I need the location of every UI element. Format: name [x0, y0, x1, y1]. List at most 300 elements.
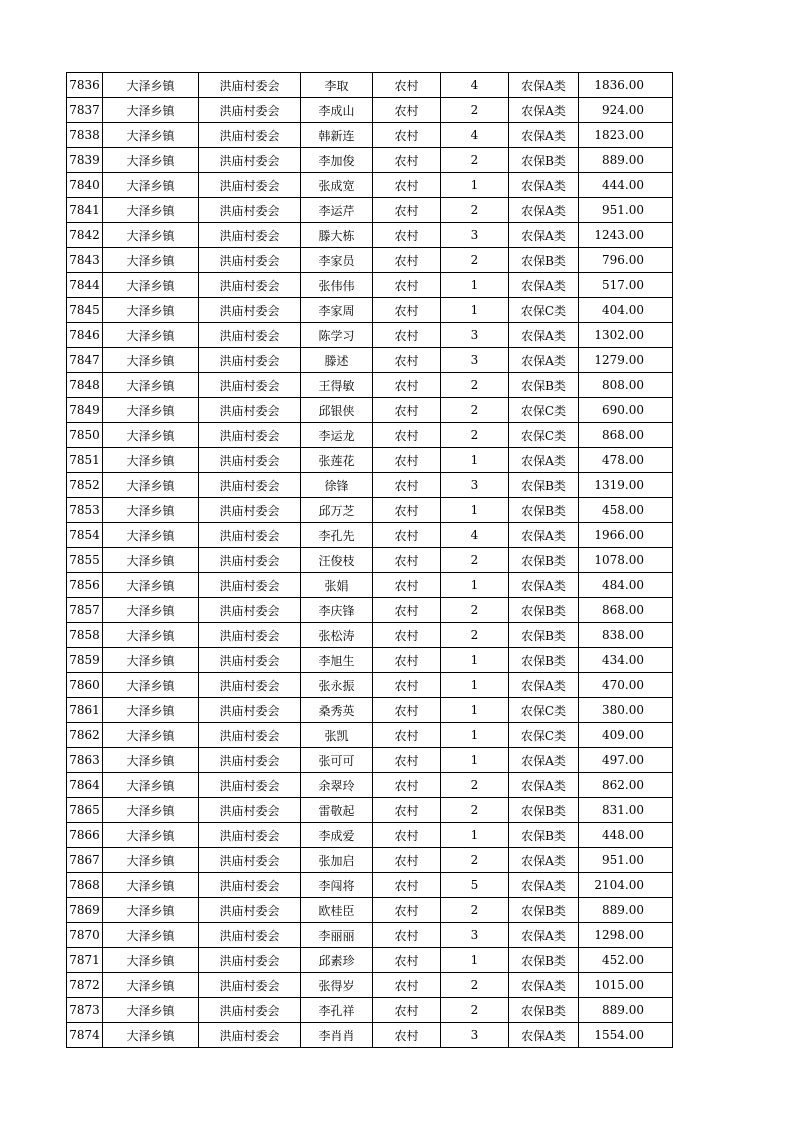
amount-cell: 497.00	[579, 748, 673, 773]
table-row	[67, 348, 673, 373]
table-row	[67, 448, 673, 473]
table-row	[67, 623, 673, 648]
village-committee-cell: 洪庙村委会	[199, 573, 301, 598]
amount-cell: 1078.00	[579, 548, 673, 573]
row-id-cell: 7842	[67, 223, 103, 248]
row-id-cell: 7864	[67, 773, 103, 798]
amount-cell: 690.00	[579, 398, 673, 423]
town-cell: 大泽乡镇	[103, 948, 199, 973]
table-row	[67, 773, 673, 798]
village-committee-cell: 洪庙村委会	[199, 123, 301, 148]
household-count-cell: 1	[441, 948, 509, 973]
household-count-cell: 1	[441, 498, 509, 523]
person-name-cell: 张松涛	[301, 623, 373, 648]
area-type-cell: 农村	[373, 898, 441, 923]
village-committee-cell: 洪庙村委会	[199, 223, 301, 248]
household-count-cell: 2	[441, 998, 509, 1023]
household-count-cell: 2	[441, 548, 509, 573]
row-id-cell: 7847	[67, 348, 103, 373]
person-name-cell: 汪俊枝	[301, 548, 373, 573]
area-type-cell: 农村	[373, 998, 441, 1023]
area-type-cell: 农村	[373, 798, 441, 823]
amount-cell: 862.00	[579, 773, 673, 798]
amount-cell: 889.00	[579, 898, 673, 923]
person-name-cell: 李孔先	[301, 523, 373, 548]
village-committee-cell: 洪庙村委会	[199, 73, 301, 98]
data-table	[66, 72, 673, 1048]
area-type-cell: 农村	[373, 173, 441, 198]
village-committee-cell: 洪庙村委会	[199, 873, 301, 898]
person-name-cell: 李运芹	[301, 198, 373, 223]
row-id-cell: 7874	[67, 1023, 103, 1048]
area-type-cell: 农村	[373, 323, 441, 348]
village-committee-cell: 洪庙村委会	[199, 648, 301, 673]
person-name-cell: 张伟伟	[301, 273, 373, 298]
town-cell: 大泽乡镇	[103, 598, 199, 623]
household-count-cell: 1	[441, 573, 509, 598]
table-row	[67, 98, 673, 123]
insurance-category-cell: 农保A类	[509, 273, 579, 298]
household-count-cell: 3	[441, 1023, 509, 1048]
row-id-cell: 7850	[67, 423, 103, 448]
village-committee-cell: 洪庙村委会	[199, 973, 301, 998]
amount-cell: 470.00	[579, 673, 673, 698]
village-committee-cell: 洪庙村委会	[199, 198, 301, 223]
village-committee-cell: 洪庙村委会	[199, 623, 301, 648]
insurance-category-cell: 农保B类	[509, 248, 579, 273]
person-name-cell: 李家员	[301, 248, 373, 273]
area-type-cell: 农村	[373, 973, 441, 998]
table-row	[67, 1023, 673, 1048]
insurance-category-cell: 农保B类	[509, 148, 579, 173]
row-id-cell: 7865	[67, 798, 103, 823]
area-type-cell: 农村	[373, 473, 441, 498]
town-cell: 大泽乡镇	[103, 873, 199, 898]
amount-cell: 951.00	[579, 198, 673, 223]
village-committee-cell: 洪庙村委会	[199, 423, 301, 448]
village-committee-cell: 洪庙村委会	[199, 398, 301, 423]
insurance-category-cell: 农保B类	[509, 598, 579, 623]
row-id-cell: 7854	[67, 523, 103, 548]
town-cell: 大泽乡镇	[103, 248, 199, 273]
amount-cell: 951.00	[579, 848, 673, 873]
person-name-cell: 邱万芝	[301, 498, 373, 523]
insurance-category-cell: 农保C类	[509, 398, 579, 423]
household-count-cell: 3	[441, 473, 509, 498]
row-id-cell: 7852	[67, 473, 103, 498]
amount-cell: 458.00	[579, 498, 673, 523]
row-id-cell: 7840	[67, 173, 103, 198]
table-row	[67, 173, 673, 198]
person-name-cell: 李家周	[301, 298, 373, 323]
village-committee-cell: 洪庙村委会	[199, 298, 301, 323]
table-row	[67, 948, 673, 973]
household-count-cell: 1	[441, 823, 509, 848]
row-id-cell: 7845	[67, 298, 103, 323]
household-count-cell: 3	[441, 323, 509, 348]
area-type-cell: 农村	[373, 448, 441, 473]
town-cell: 大泽乡镇	[103, 823, 199, 848]
area-type-cell: 农村	[373, 698, 441, 723]
household-count-cell: 2	[441, 973, 509, 998]
amount-cell: 1243.00	[579, 223, 673, 248]
village-committee-cell: 洪庙村委会	[199, 998, 301, 1023]
town-cell: 大泽乡镇	[103, 723, 199, 748]
household-count-cell: 1	[441, 723, 509, 748]
town-cell: 大泽乡镇	[103, 148, 199, 173]
area-type-cell: 农村	[373, 273, 441, 298]
row-id-cell: 7843	[67, 248, 103, 273]
town-cell: 大泽乡镇	[103, 923, 199, 948]
amount-cell: 1554.00	[579, 1023, 673, 1048]
row-id-cell: 7872	[67, 973, 103, 998]
household-count-cell: 1	[441, 173, 509, 198]
table-row	[67, 798, 673, 823]
town-cell: 大泽乡镇	[103, 623, 199, 648]
village-committee-cell: 洪庙村委会	[199, 823, 301, 848]
village-committee-cell: 洪庙村委会	[199, 173, 301, 198]
household-count-cell: 1	[441, 698, 509, 723]
town-cell: 大泽乡镇	[103, 673, 199, 698]
insurance-category-cell: 农保A类	[509, 848, 579, 873]
area-type-cell: 农村	[373, 623, 441, 648]
person-name-cell: 李成山	[301, 98, 373, 123]
person-name-cell: 王得敏	[301, 373, 373, 398]
row-id-cell: 7853	[67, 498, 103, 523]
table-row	[67, 198, 673, 223]
area-type-cell: 农村	[373, 523, 441, 548]
insurance-category-cell: 农保B类	[509, 823, 579, 848]
row-id-cell: 7846	[67, 323, 103, 348]
table-row	[67, 723, 673, 748]
household-count-cell: 3	[441, 923, 509, 948]
person-name-cell: 余翠玲	[301, 773, 373, 798]
table-row	[67, 73, 673, 98]
table-row	[67, 548, 673, 573]
village-committee-cell: 洪庙村委会	[199, 798, 301, 823]
amount-cell: 889.00	[579, 998, 673, 1023]
table-row	[67, 523, 673, 548]
amount-cell: 889.00	[579, 148, 673, 173]
row-id-cell: 7849	[67, 398, 103, 423]
household-count-cell: 2	[441, 98, 509, 123]
town-cell: 大泽乡镇	[103, 473, 199, 498]
household-count-cell: 1	[441, 298, 509, 323]
table-row	[67, 273, 673, 298]
village-committee-cell: 洪庙村委会	[199, 373, 301, 398]
insurance-category-cell: 农保A类	[509, 973, 579, 998]
household-count-cell: 1	[441, 448, 509, 473]
town-cell: 大泽乡镇	[103, 398, 199, 423]
person-name-cell: 张莲花	[301, 448, 373, 473]
town-cell: 大泽乡镇	[103, 648, 199, 673]
town-cell: 大泽乡镇	[103, 548, 199, 573]
town-cell: 大泽乡镇	[103, 198, 199, 223]
village-committee-cell: 洪庙村委会	[199, 448, 301, 473]
row-id-cell: 7866	[67, 823, 103, 848]
row-id-cell: 7869	[67, 898, 103, 923]
village-committee-cell: 洪庙村委会	[199, 273, 301, 298]
town-cell: 大泽乡镇	[103, 323, 199, 348]
insurance-category-cell: 农保C类	[509, 423, 579, 448]
insurance-category-cell: 农保A类	[509, 523, 579, 548]
household-count-cell: 4	[441, 73, 509, 98]
insurance-category-cell: 农保A类	[509, 1023, 579, 1048]
amount-cell: 796.00	[579, 248, 673, 273]
household-count-cell: 2	[441, 423, 509, 448]
village-committee-cell: 洪庙村委会	[199, 773, 301, 798]
household-count-cell: 3	[441, 348, 509, 373]
person-name-cell: 徐锋	[301, 473, 373, 498]
amount-cell: 1966.00	[579, 523, 673, 548]
household-count-cell: 4	[441, 123, 509, 148]
row-id-cell: 7857	[67, 598, 103, 623]
town-cell: 大泽乡镇	[103, 898, 199, 923]
household-count-cell: 5	[441, 873, 509, 898]
town-cell: 大泽乡镇	[103, 423, 199, 448]
person-name-cell: 张加启	[301, 848, 373, 873]
table-row	[67, 923, 673, 948]
insurance-category-cell: 农保A类	[509, 873, 579, 898]
insurance-category-cell: 农保A类	[509, 98, 579, 123]
row-id-cell: 7841	[67, 198, 103, 223]
area-type-cell: 农村	[373, 73, 441, 98]
village-committee-cell: 洪庙村委会	[199, 923, 301, 948]
area-type-cell: 农村	[373, 748, 441, 773]
village-committee-cell: 洪庙村委会	[199, 348, 301, 373]
insurance-category-cell: 农保C类	[509, 698, 579, 723]
person-name-cell: 滕大栋	[301, 223, 373, 248]
area-type-cell: 农村	[373, 873, 441, 898]
person-name-cell: 张永振	[301, 673, 373, 698]
table-row	[67, 423, 673, 448]
person-name-cell: 李旭生	[301, 648, 373, 673]
table-row	[67, 698, 673, 723]
insurance-category-cell: 农保A类	[509, 773, 579, 798]
row-id-cell: 7836	[67, 73, 103, 98]
insurance-category-cell: 农保C类	[509, 298, 579, 323]
household-count-cell: 2	[441, 198, 509, 223]
area-type-cell: 农村	[373, 423, 441, 448]
area-type-cell: 农村	[373, 198, 441, 223]
village-committee-cell: 洪庙村委会	[199, 523, 301, 548]
village-committee-cell: 洪庙村委会	[199, 948, 301, 973]
person-name-cell: 张得岁	[301, 973, 373, 998]
village-committee-cell: 洪庙村委会	[199, 848, 301, 873]
area-type-cell: 农村	[373, 723, 441, 748]
person-name-cell: 李闯将	[301, 873, 373, 898]
area-type-cell: 农村	[373, 573, 441, 598]
table-row	[67, 498, 673, 523]
town-cell: 大泽乡镇	[103, 273, 199, 298]
insurance-category-cell: 农保B类	[509, 373, 579, 398]
row-id-cell: 7862	[67, 723, 103, 748]
household-count-cell: 4	[441, 523, 509, 548]
village-committee-cell: 洪庙村委会	[199, 148, 301, 173]
village-committee-cell: 洪庙村委会	[199, 1023, 301, 1048]
town-cell: 大泽乡镇	[103, 498, 199, 523]
table-row	[67, 148, 673, 173]
area-type-cell: 农村	[373, 223, 441, 248]
area-type-cell: 农村	[373, 498, 441, 523]
town-cell: 大泽乡镇	[103, 173, 199, 198]
amount-cell: 831.00	[579, 798, 673, 823]
person-name-cell: 张娟	[301, 573, 373, 598]
household-count-cell: 2	[441, 248, 509, 273]
amount-cell: 868.00	[579, 598, 673, 623]
table-row	[67, 998, 673, 1023]
household-count-cell: 1	[441, 673, 509, 698]
household-count-cell: 1	[441, 748, 509, 773]
row-id-cell: 7851	[67, 448, 103, 473]
amount-cell: 409.00	[579, 723, 673, 748]
row-id-cell: 7839	[67, 148, 103, 173]
household-count-cell: 2	[441, 398, 509, 423]
row-id-cell: 7861	[67, 698, 103, 723]
household-count-cell: 2	[441, 898, 509, 923]
insurance-category-cell: 农保B类	[509, 948, 579, 973]
town-cell: 大泽乡镇	[103, 98, 199, 123]
town-cell: 大泽乡镇	[103, 973, 199, 998]
person-name-cell: 李成爱	[301, 823, 373, 848]
insurance-category-cell: 农保A类	[509, 323, 579, 348]
person-name-cell: 雷敬起	[301, 798, 373, 823]
area-type-cell: 农村	[373, 598, 441, 623]
amount-cell: 838.00	[579, 623, 673, 648]
town-cell: 大泽乡镇	[103, 798, 199, 823]
table-row	[67, 648, 673, 673]
household-count-cell: 2	[441, 373, 509, 398]
table-row	[67, 223, 673, 248]
person-name-cell: 韩新连	[301, 123, 373, 148]
amount-cell: 484.00	[579, 573, 673, 598]
table-row	[67, 873, 673, 898]
household-count-cell: 3	[441, 223, 509, 248]
row-id-cell: 7871	[67, 948, 103, 973]
area-type-cell: 农村	[373, 773, 441, 798]
town-cell: 大泽乡镇	[103, 123, 199, 148]
row-id-cell: 7868	[67, 873, 103, 898]
table-row	[67, 298, 673, 323]
amount-cell: 452.00	[579, 948, 673, 973]
village-committee-cell: 洪庙村委会	[199, 598, 301, 623]
area-type-cell: 农村	[373, 298, 441, 323]
table-row	[67, 573, 673, 598]
town-cell: 大泽乡镇	[103, 373, 199, 398]
amount-cell: 404.00	[579, 298, 673, 323]
amount-cell: 380.00	[579, 698, 673, 723]
row-id-cell: 7870	[67, 923, 103, 948]
household-count-cell: 2	[441, 773, 509, 798]
insurance-category-cell: 农保A类	[509, 673, 579, 698]
amount-cell: 1298.00	[579, 923, 673, 948]
insurance-category-cell: 农保A类	[509, 448, 579, 473]
amount-cell: 448.00	[579, 823, 673, 848]
area-type-cell: 农村	[373, 923, 441, 948]
insurance-category-cell: 农保A类	[509, 73, 579, 98]
person-name-cell: 邱素珍	[301, 948, 373, 973]
village-committee-cell: 洪庙村委会	[199, 248, 301, 273]
table-row	[67, 973, 673, 998]
household-count-cell: 1	[441, 273, 509, 298]
table-row	[67, 673, 673, 698]
insurance-category-cell: 农保B类	[509, 648, 579, 673]
area-type-cell: 农村	[373, 148, 441, 173]
amount-cell: 1302.00	[579, 323, 673, 348]
person-name-cell: 欧桂臣	[301, 898, 373, 923]
table-row	[67, 373, 673, 398]
village-committee-cell: 洪庙村委会	[199, 748, 301, 773]
amount-cell: 517.00	[579, 273, 673, 298]
household-count-cell: 2	[441, 798, 509, 823]
row-id-cell: 7867	[67, 848, 103, 873]
insurance-category-cell: 农保A类	[509, 123, 579, 148]
town-cell: 大泽乡镇	[103, 698, 199, 723]
area-type-cell: 农村	[373, 373, 441, 398]
person-name-cell: 李取	[301, 73, 373, 98]
town-cell: 大泽乡镇	[103, 223, 199, 248]
row-id-cell: 7858	[67, 623, 103, 648]
town-cell: 大泽乡镇	[103, 73, 199, 98]
person-name-cell: 李庆锋	[301, 598, 373, 623]
household-count-cell: 2	[441, 148, 509, 173]
area-type-cell: 农村	[373, 648, 441, 673]
town-cell: 大泽乡镇	[103, 848, 199, 873]
insurance-category-cell: 农保B类	[509, 798, 579, 823]
insurance-category-cell: 农保B类	[509, 898, 579, 923]
area-type-cell: 农村	[373, 948, 441, 973]
table-row	[67, 473, 673, 498]
town-cell: 大泽乡镇	[103, 298, 199, 323]
amount-cell: 1836.00	[579, 73, 673, 98]
area-type-cell: 农村	[373, 248, 441, 273]
table-row	[67, 248, 673, 273]
row-id-cell: 7859	[67, 648, 103, 673]
area-type-cell: 农村	[373, 673, 441, 698]
amount-cell: 808.00	[579, 373, 673, 398]
amount-cell: 868.00	[579, 423, 673, 448]
amount-cell: 924.00	[579, 98, 673, 123]
person-name-cell: 陈学习	[301, 323, 373, 348]
town-cell: 大泽乡镇	[103, 348, 199, 373]
table-row	[67, 323, 673, 348]
insurance-category-cell: 农保A类	[509, 173, 579, 198]
town-cell: 大泽乡镇	[103, 773, 199, 798]
person-name-cell: 张成宽	[301, 173, 373, 198]
insurance-category-cell: 农保B类	[509, 498, 579, 523]
household-count-cell: 2	[441, 598, 509, 623]
row-id-cell: 7848	[67, 373, 103, 398]
row-id-cell: 7860	[67, 673, 103, 698]
table-row	[67, 598, 673, 623]
table-row	[67, 398, 673, 423]
area-type-cell: 农村	[373, 848, 441, 873]
insurance-category-cell: 农保A类	[509, 748, 579, 773]
amount-cell: 1823.00	[579, 123, 673, 148]
household-count-cell: 1	[441, 648, 509, 673]
person-name-cell: 张凯	[301, 723, 373, 748]
amount-cell: 478.00	[579, 448, 673, 473]
household-count-cell: 2	[441, 848, 509, 873]
insurance-category-cell: 农保A类	[509, 223, 579, 248]
insurance-category-cell: 农保A类	[509, 923, 579, 948]
area-type-cell: 农村	[373, 823, 441, 848]
area-type-cell: 农村	[373, 123, 441, 148]
row-id-cell: 7838	[67, 123, 103, 148]
village-committee-cell: 洪庙村委会	[199, 698, 301, 723]
area-type-cell: 农村	[373, 548, 441, 573]
insurance-category-cell: 农保A类	[509, 348, 579, 373]
